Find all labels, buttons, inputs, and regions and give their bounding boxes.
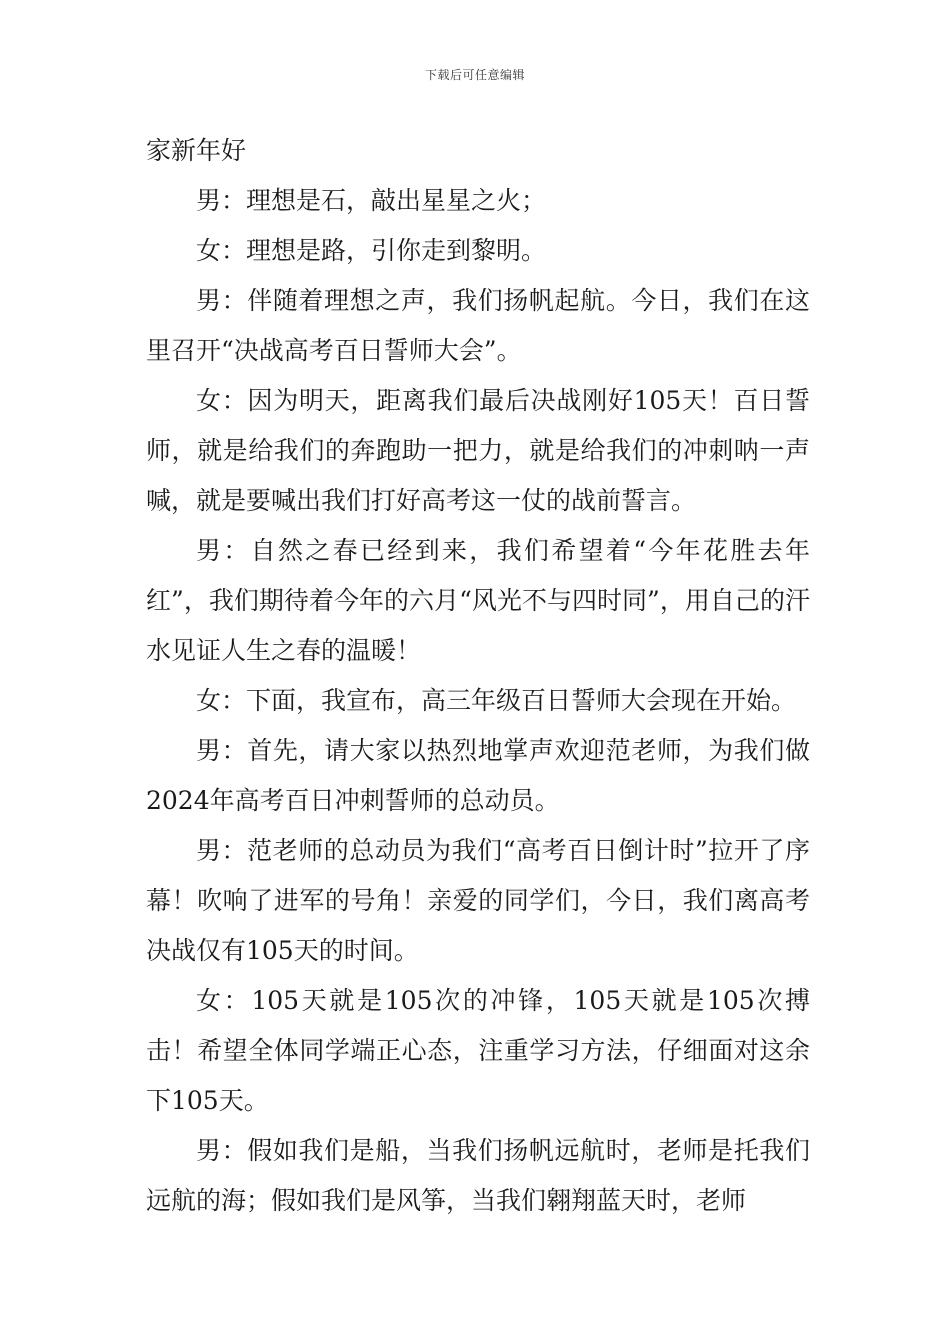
page-header: 下载后可任意编辑 bbox=[424, 68, 525, 82]
paragraph: 男：假如我们是船，当我们扬帆远航时，老师是托我们远航的海；假如我们是风筝，当我们翱翔蓝天时，老师 bbox=[146, 1136, 810, 1215]
paragraph: 女：因为明天，距离我们最后决战刚好105天！百日誓师，就是给我们的奔跑助一把力，就是给我们的冲刺呐一声喊，就是要喊出我们打好高考这一仗的战前誓言。 bbox=[146, 386, 810, 515]
paragraph: 男：首先，请大家以热烈地掌声欢迎范老师，为我们做2024年高考百日冲刺誓师的总动员。 bbox=[146, 736, 810, 815]
paragraph: 女：105天就是105次的冲锋，105天就是105次搏击！希望全体同学端正心态，注重学习方法，仔细面对这余下105天。 bbox=[146, 986, 810, 1115]
paragraph: 男：理想是石，敲出星星之火； bbox=[196, 186, 547, 215]
paragraph: 男：伴随着理想之声，我们扬帆起航。今日，我们在这里召开“决战高考百日誓师大会”。 bbox=[146, 286, 810, 365]
paragraph: 家新年好 bbox=[146, 136, 247, 165]
paragraph: 女：理想是路，引你走到黎明。 bbox=[196, 236, 547, 265]
paragraph: 男：范老师的总动员为我们“高考百日倒计时”拉开了序幕！吹响了进军的号角！亲爱的同学们，今日，我们离高考决战仅有105天的时间。 bbox=[146, 836, 810, 965]
paragraph: 女：下面，我宣布，高三年级百日誓师大会现在开始。 bbox=[196, 686, 797, 715]
document-body bbox=[146, 126, 810, 1226]
paragraph: 男：自然之春已经到来，我们希望着“今年花胜去年红”，我们期待着今年的六月“风光不与四时同”，用自己的汗水见证人生之春的温暖！ bbox=[146, 536, 810, 665]
